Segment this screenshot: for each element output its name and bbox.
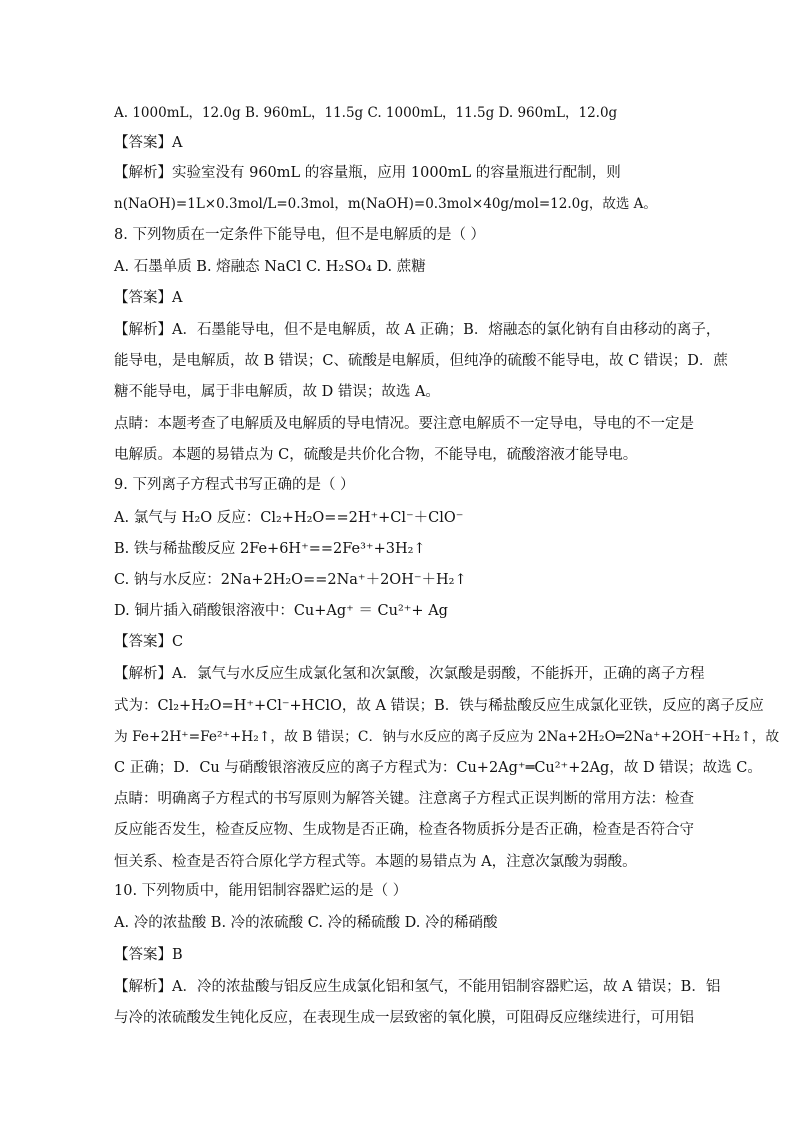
q7-explanation-line-1: 【解析】实验室没有 960mL 的容量瓶，应用 1000mL 的容量瓶进行配制，则 (114, 165, 621, 181)
q9-note-line-3: 恒关系、检查是否符合原化学方程式等。本题的易错点为 A，注意次氯酸为弱酸。 (114, 854, 637, 870)
q8-note-line-1: 点睛：本题考查了电解质及电解质的导电情况。要注意电解质不一定导电，导电的不一定是 (114, 416, 694, 432)
q9-option-b: B. 铁与稀盐酸反应 2Fe+6H⁺==2Fe³⁺+3H₂↑ (114, 541, 426, 557)
q7-options: A. 1000mL，12.0g B. 960mL，11.5g C. 1000mL，11.5g D. 960mL，12.0g (114, 105, 618, 121)
q7-answer: 【答案】A (114, 135, 183, 151)
q8-options: A. 石墨单质 B. 熔融态 NaCl C. H₂SO₄ D. 蔗糖 (114, 259, 426, 275)
q9-option-d: D. 铜片插入硝酸银溶液中：Cu+Ag⁺ ＝ Cu²⁺+ Ag (114, 603, 448, 619)
q9-explanation-line-4: C 正确；D．Cu 与硝酸银溶液反应的离子方程式为：Cu+2Ag⁺═Cu²⁺+2Ag，故 D 错误；故选 C。 (114, 760, 762, 776)
q10-answer: 【答案】B (114, 947, 183, 963)
q9-answer: 【答案】C (114, 634, 184, 650)
q8-explanation-line-2: 能导电，是电解质，故 B 错误；C、硫酸是电解质，但纯净的硫酸不能导电，故 C 错误；D．蔗 (114, 353, 728, 369)
q7-explanation-line-2: n(NaOH)=1L×0.3mol/L=0.3mol，m(NaOH)=0.3mol×40g/mol=12.0g，故选 A。 (114, 196, 657, 212)
q10-options: A. 冷的浓盐酸 B. 冷的浓硫酸 C. 冷的稀硫酸 D. 冷的稀硝酸 (114, 915, 498, 931)
q10-explanation-line-1: 【解析】A．冷的浓盐酸与铝反应生成氯化铝和氢气，不能用铝制容器贮运，故 A 错误；B．铝 (114, 979, 721, 995)
q8-explanation-line-3: 糖不能导电，属于非电解质，故 D 错误；故选 A。 (114, 384, 440, 400)
q8-explanation-line-1: 【解析】A．石墨能导电，但不是电解质，故 A 正确；B．熔融态的氯化钠有自由移动的离子， (114, 322, 721, 338)
q8-answer: 【答案】A (114, 290, 183, 306)
q9-explanation-line-3: 为 Fe+2H⁺=Fe²⁺+H₂↑，故 B 错误；C．钠与水反应的离子反应为 2Na+2H₂O═2Na⁺+2OH⁻+H₂↑，故 (114, 729, 780, 745)
q9-explanation-line-1: 【解析】A．氯气与水反应生成氯化氢和次氯酸，次氯酸是弱酸，不能拆开，正确的离子方程 (114, 666, 705, 682)
q10-question: 10. 下列物质中，能用铝制容器贮运的是（ ） (114, 883, 408, 899)
q10-explanation-line-2: 与冷的浓硫酸发生钝化反应，在表现生成一层致密的氧化膜，可阻碍反应继续进行，可用铝 (114, 1010, 694, 1026)
q9-option-a: A. 氯气与 H₂O 反应：Cl₂+H₂O==2H⁺+Cl⁻＋ClO⁻ (114, 510, 464, 526)
q8-question: 8. 下列物质在一定条件下能导电，但不是电解质的是（ ） (114, 227, 486, 243)
q9-option-c: C. 钠与水反应：2Na+2H₂O==2Na⁺＋2OH⁻＋H₂↑ (114, 572, 467, 588)
q9-note-line-2: 反应能否发生，检查反应物、生成物是否正确，检查各物质拆分是否正确，检查是否符合守 (114, 822, 694, 838)
q9-explanation-line-2: 式为：Cl₂+H₂O=H⁺+Cl⁻+HClO，故 A 错误；B．铁与稀盐酸反应生成氯化亚铁，反应的离子反应 (114, 698, 764, 714)
q9-question: 9. 下列离子方程式书写正确的是（ ） (114, 477, 355, 493)
q8-note-line-2: 电解质。本题的易错点为 C，硫酸是共价化合物，不能导电，硫酸溶液才能导电。 (114, 447, 638, 463)
q9-note-line-1: 点睛：明确离子方程式的书写原则为解答关键。注意离子方程式正误判断的常用方法：检查 (114, 791, 694, 807)
